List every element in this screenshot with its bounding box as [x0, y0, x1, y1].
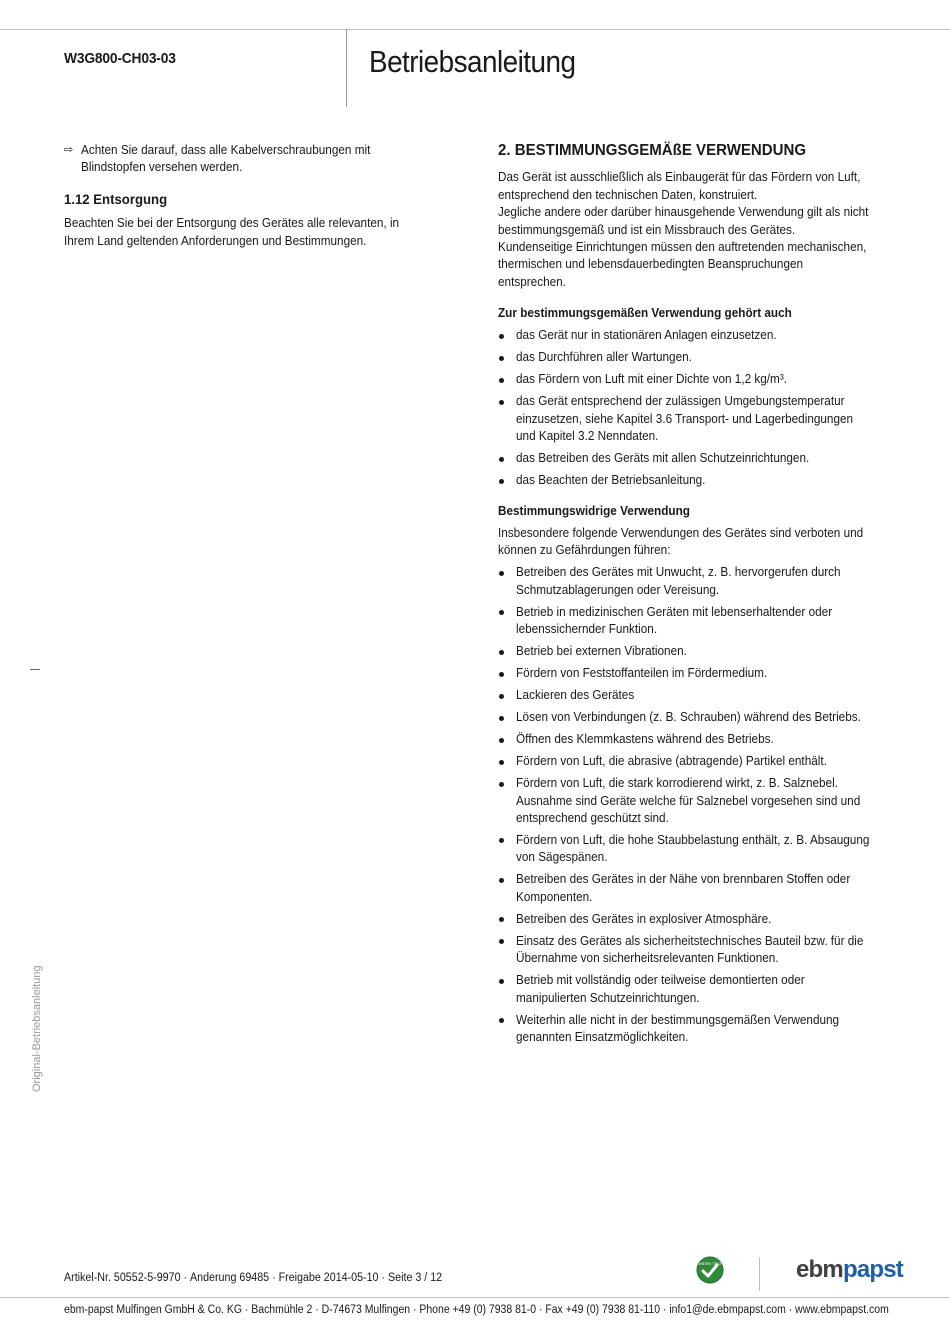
- intro-paragraph: Das Gerät ist ausschließlich als Einbaugerät für das Fördern von Luft, entsprechend den technischen Daten, konstruiert.: [498, 170, 861, 202]
- instruction-item: [64, 142, 444, 177]
- list-item: Weiterhin alle nicht in der bestimmungsgemäßen Verwendung genannten Einsatzmöglichkeiten.: [498, 1012, 898, 1047]
- model-number: W3G800-CH03-03: [64, 50, 176, 67]
- left-column: [64, 142, 444, 250]
- bullet-icon: [499, 457, 504, 462]
- bullet-icon: [499, 738, 504, 743]
- list-item: Fördern von Luft, die stark korrodierend wirkt, z. B. Salznebel. Ausnahme sind Geräte welche für Salznebel vorgesehen sind und entsprechend geschützt sind.: [498, 775, 898, 827]
- list-item: Fördern von Feststoffanteilen im Fördermedium.: [498, 665, 898, 682]
- bullet-icon: [499, 334, 504, 339]
- intro-paragraph: Jegliche andere oder darüber hinausgehende Verwendung gilt als nicht bestimmungsgemäß und ist ein Missbrauch des Gerätes.: [498, 205, 869, 237]
- list-item: das Fördern von Luft mit einer Dichte von 1,2 kg/m³.: [498, 371, 898, 388]
- bullet-icon: [499, 378, 504, 383]
- bullet-icon: [499, 694, 504, 699]
- list-item: Betrieb mit vollständig oder teilweise demontierten oder manipulierten Schutzeinrichtungen.: [498, 972, 898, 1007]
- list-item: Fördern von Luft, die abrasive (abtragende) Partikel enthält.: [498, 753, 898, 770]
- header-top-rule: [0, 29, 950, 30]
- document-title: Betriebsanleitung: [369, 44, 576, 79]
- list-item: Fördern von Luft, die hohe Staubbelastung enthält, z. B. Absaugung von Sägespänen.: [498, 832, 898, 867]
- list-item: das Beachten der Betriebsanleitung.: [498, 472, 898, 489]
- bullet-icon: [499, 979, 504, 984]
- intro-paragraph: Kundenseitige Einrichtungen müssen den auftretenden mechanischen, thermischen und lebensdauerbedingten Beanspruchungen entsprechen.: [498, 240, 867, 289]
- bullet-icon: [499, 1018, 504, 1023]
- bullet-icon: [499, 400, 504, 405]
- list-item: Betreiben des Gerätes in der Nähe von brennbaren Stoffen oder Komponenten.: [498, 871, 898, 906]
- bullet-icon: [499, 782, 504, 787]
- bullet-icon: [499, 479, 504, 484]
- bullet-icon: [499, 672, 504, 677]
- list-item: Betrieb in medizinischen Geräten mit lebenserhaltender oder lebenssichernder Funktion.: [498, 604, 898, 639]
- proper-use-heading: Zur bestimmungsgemäßen Verwendung gehört auch: [498, 306, 792, 321]
- ebmpapst-logo: [796, 1256, 903, 1284]
- logo-part-papst: papst: [842, 1256, 903, 1283]
- bullet-icon: [499, 878, 504, 883]
- section-heading-verwendung: 2. BESTIMMUNGSGEMÄßE VERWENDUNG: [498, 142, 807, 159]
- list-item: Betreiben des Gerätes mit Unwucht, z. B. hervorgerufen durch Schmutzablagerungen oder Vereisung.: [498, 564, 898, 599]
- bullet-icon: [499, 838, 504, 843]
- list-item: das Durchführen aller Wartungen.: [498, 349, 898, 366]
- arrow-right-icon: ⇨: [64, 144, 74, 156]
- green-tech-badge-icon: [696, 1256, 724, 1284]
- right-column: [498, 142, 898, 1046]
- list-item: das Gerät nur in stationären Anlagen einzusetzen.: [498, 327, 898, 344]
- list-item: Einsatz des Gerätes als sicherheitstechnisches Bauteil bzw. für die Übernahme von sicherheitsrelevanten Funktionen.: [498, 933, 898, 968]
- section-heading-entsorgung: 1.12 Entsorgung: [64, 190, 168, 207]
- list-item: Öffnen des Klemmkastens während des Betriebs.: [498, 731, 898, 748]
- bullet-icon: [499, 917, 504, 922]
- list-item: das Betreiben des Geräts mit allen Schutzeinrichtungen.: [498, 450, 898, 467]
- bullet-icon: [499, 571, 504, 576]
- header-divider: [346, 29, 347, 107]
- bullet-icon: [499, 650, 504, 655]
- improper-use-list: [498, 564, 898, 1046]
- bullet-icon: [499, 356, 504, 361]
- bullet-icon: [499, 939, 504, 944]
- fold-mark: [30, 669, 40, 670]
- proper-use-list: [498, 327, 898, 489]
- list-item: Betreiben des Gerätes in explosiver Atmosphäre.: [498, 911, 898, 928]
- instruction-text: Achten Sie darauf, dass alle Kabelverschraubungen mit Blindstopfen versehen werden.: [81, 143, 371, 175]
- company-info: ebm-papst Mulfingen GmbH & Co. KG · Bachmühle 2 · D-74673 Mulfingen · Phone +49 (0) 7938 81-0 · Fax +49 (0) 7938 81-110 · info1@de.ebmpapst.com · www.ebmpapst.com: [64, 1304, 889, 1316]
- list-item: Lackieren des Gerätes: [498, 687, 898, 704]
- bullet-icon: [499, 610, 504, 615]
- section-text-entsorgung: Beachten Sie bei der Entsorgung des Gerätes alle relevanten, in Ihrem Land geltenden Anforderungen und Bestimmungen.: [64, 216, 400, 248]
- article-info: Artikel-Nr. 50552-5-9970 · Änderung 69485 · Freigabe 2014-05-10 · Seite 3 / 12: [64, 1272, 443, 1284]
- list-item: Lösen von Verbindungen (z. B. Schrauben) während des Betriebs.: [498, 709, 898, 726]
- green-tech-label: GREEN TECH: [696, 1261, 724, 1266]
- bullet-icon: [499, 716, 504, 721]
- side-label: Original-Betriebsanleitung: [31, 965, 43, 1092]
- logo-part-ebm: ebm: [796, 1256, 843, 1283]
- footer-rule: [0, 1297, 950, 1298]
- list-item: das Gerät entsprechend der zulässigen Umgebungstemperatur einzusetzen, siehe Kapitel 3.6 Transport- und Lagerbedingungen und Kapitel 3.2 Nenndaten.: [498, 393, 898, 445]
- list-item: Betrieb bei externen Vibrationen.: [498, 643, 898, 660]
- bullet-icon: [499, 760, 504, 765]
- logo-divider: [759, 1257, 760, 1291]
- improper-use-intro: Insbesondere folgende Verwendungen des Gerätes sind verboten und können zu Gefährdungen führen:: [498, 525, 864, 558]
- improper-use-heading: Bestimmungswidrige Verwendung: [498, 504, 690, 519]
